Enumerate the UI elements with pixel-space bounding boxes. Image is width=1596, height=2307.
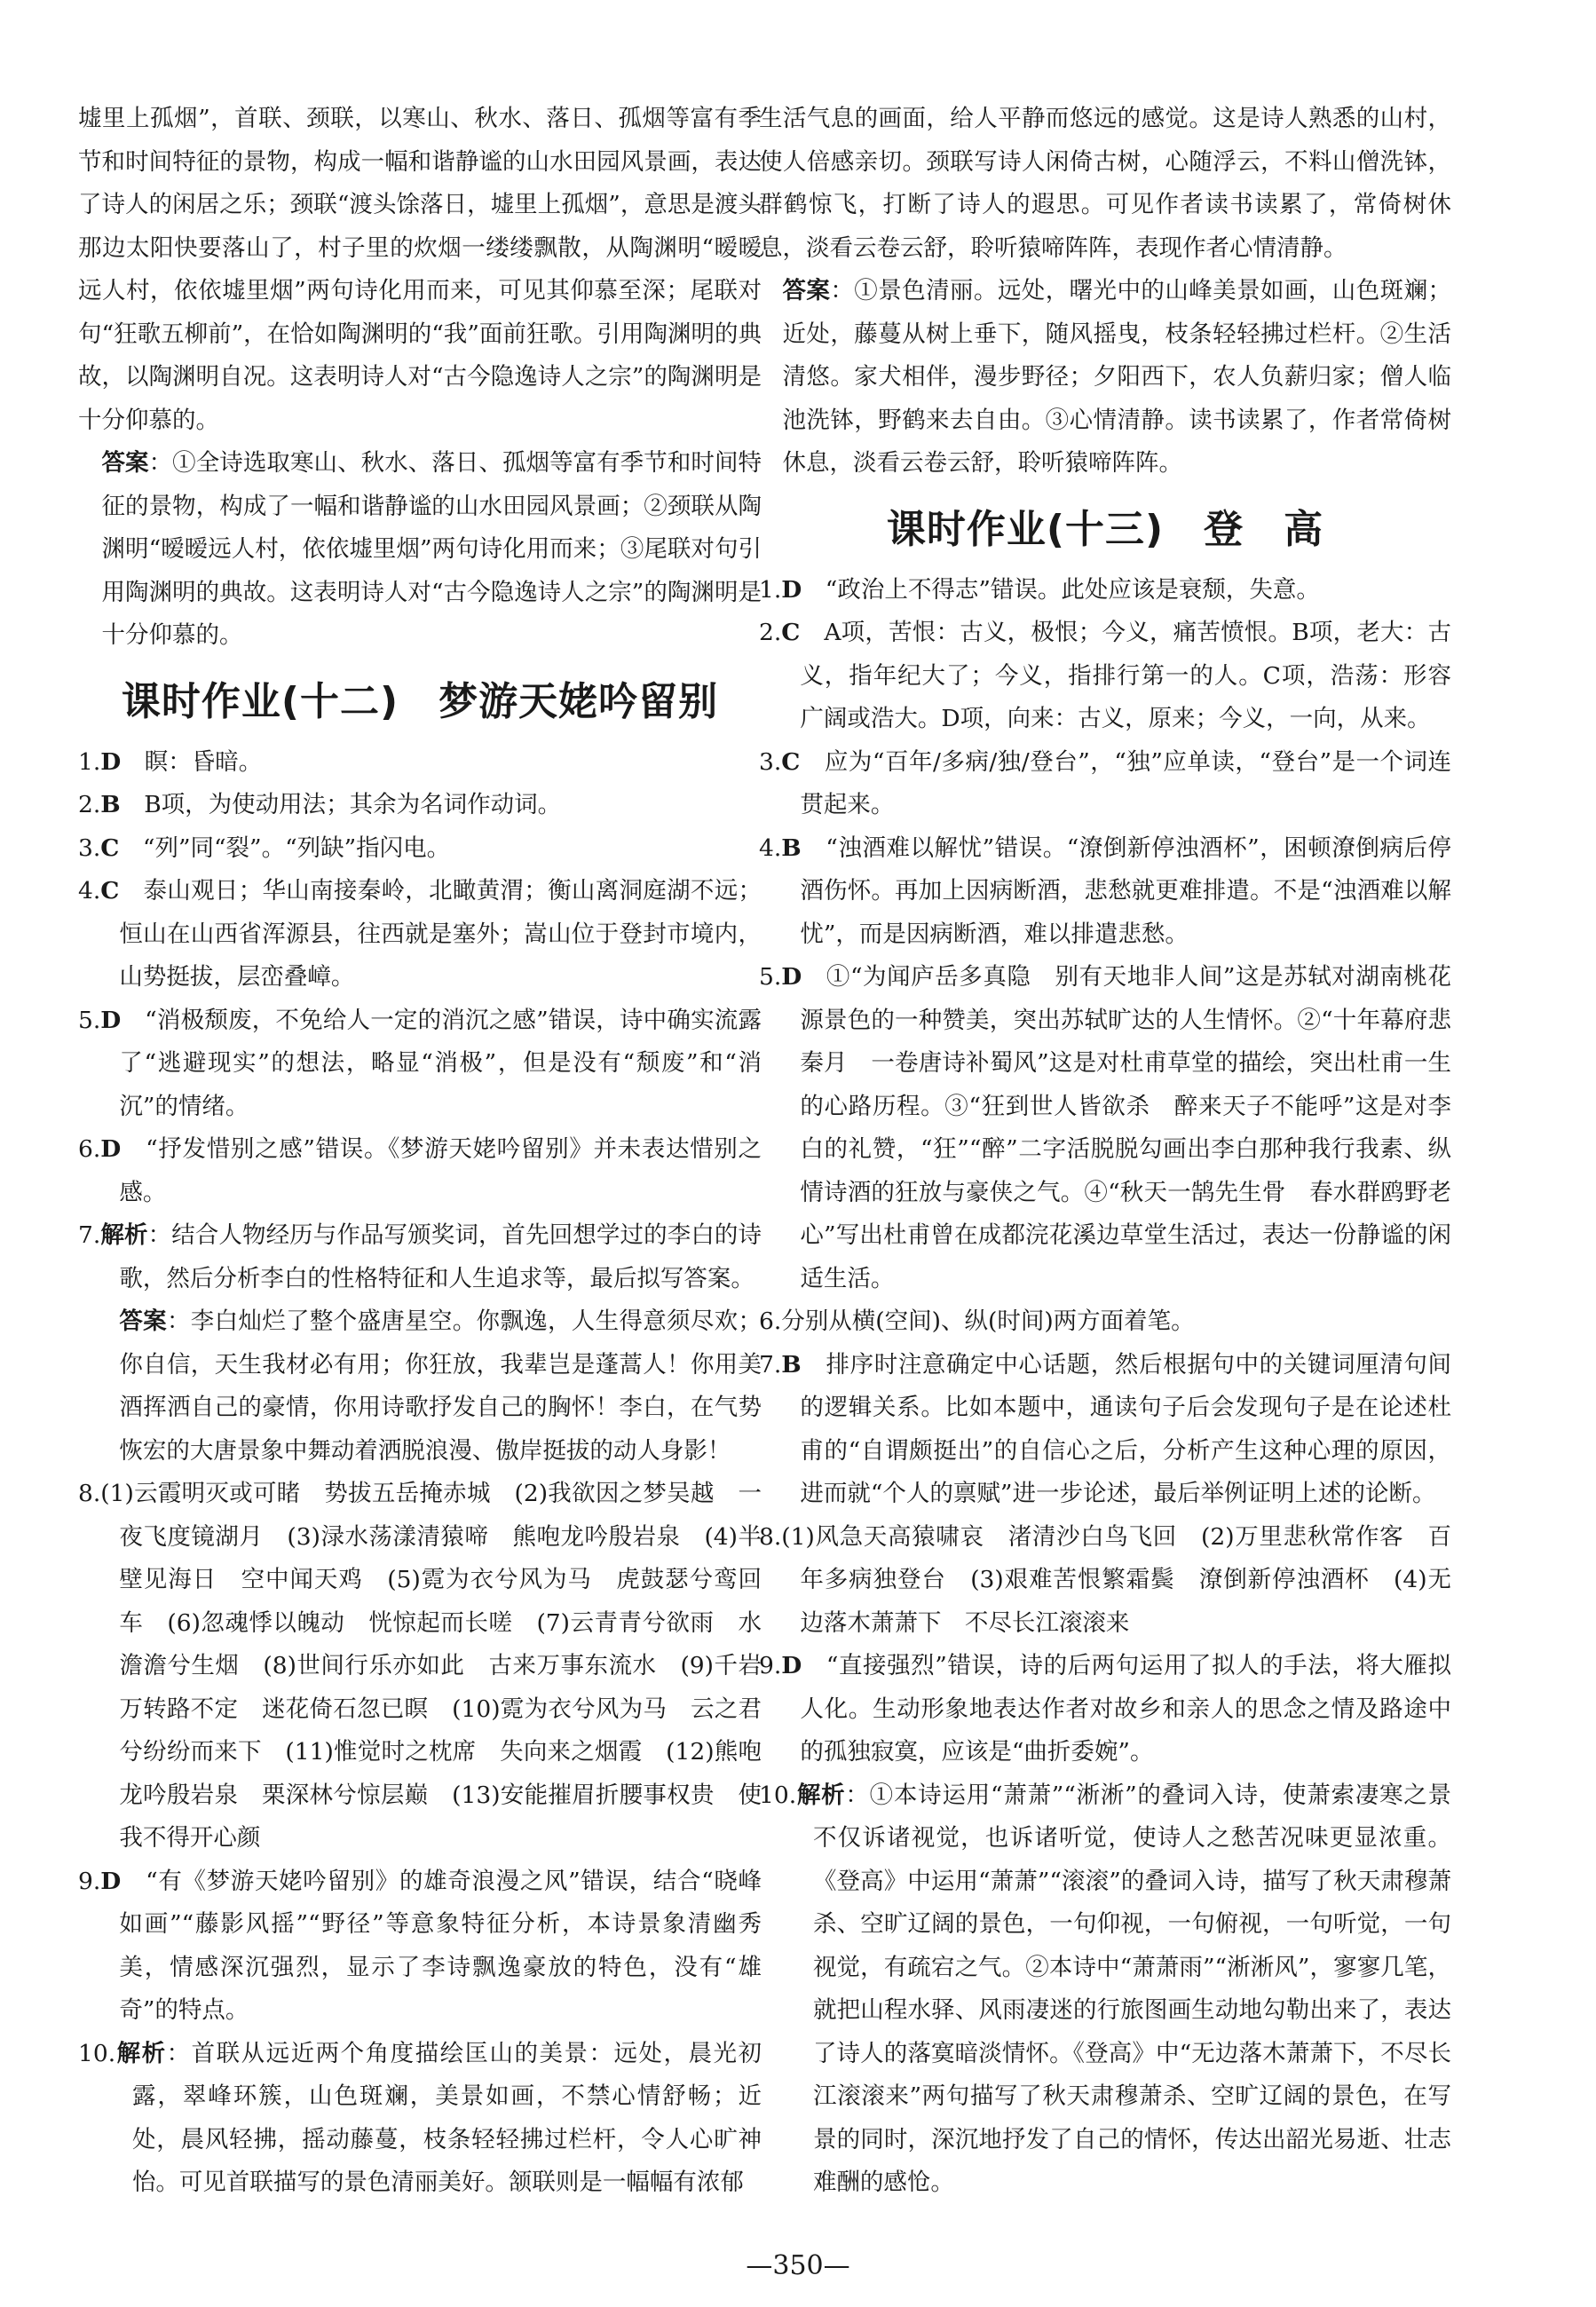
question-item: 4.C 泰山观日；华山南接秦岭，北瞰黄渭；衡山离洞庭湖不远；恒山在山西省浑源县，往西就是塞外；嵩山位于登封市境内，山势挺拔，层峦叠嶂。 bbox=[78, 877, 762, 991]
continued-paragraph: 生活气息的画面，给人平静而悠远的感觉。这是诗人熟悉的山村，使人倍感亲切。颈联写诗人闲倚古树，心随浮云，不料山僧洗钵，群鹤惊飞，打断了诗人的遐思。可见作者读书读累了，常倚树休息，淡看云卷云舒，聆听猿啼阵阵，表现作者心情清静。 bbox=[759, 105, 1451, 262]
question-item: 3.C “列”同“裂”。“列缺”指闪电。 bbox=[78, 834, 451, 862]
question-item: 6.分别从横(空间)、纵(时间)两方面着笔。 bbox=[759, 1308, 1195, 1335]
question-item: 4.B “浊酒难以解忧”错误。“潦倒新停浊酒杯”，困顿潦倒病后停酒伤怀。再加上因病断酒，悲愁就更难排遣。不是“浊酒难以解忧”，而是因病断酒，难以排遣悲愁。 bbox=[759, 834, 1451, 948]
section-title-13: 课时作业(十三) 登 高 bbox=[886, 506, 1324, 552]
intro-answer: 答案：①全诗选取寒山、秋水、落日、孤烟等富有季节和时间特征的景物，构成了一幅和谐静谧的山水田园风景画；②颈联从陶渊明“暧暧远人村，依依墟里烟”两句诗化用而来；③尾联对句引用陶渊明的典故。这表明诗人对“古今隐逸诗人之宗”的陶渊明是十分仰慕的。 bbox=[101, 449, 762, 649]
right-column bbox=[759, 98, 1451, 2205]
question-item: 2.C A项，苦恨：古义，极恨；今义，痛苦愤恨。B项，老大：古义，指年纪大了；今义，指排行第一的人。C项，浩荡：形容广阔或浩大。D项，向来：古义，原来；今义，一向，从来。 bbox=[759, 619, 1451, 732]
question-item: 1.D “政治上不得志”错误。此处应该是衰颓，失意。 bbox=[759, 575, 1320, 604]
question-item: 2.B B项，为使动用法；其余为名词作动词。 bbox=[78, 791, 562, 818]
intro-paragraph: 墟里上孤烟”，首联、颈联，以寒山、秋水、落日、孤烟等富有季节和时间特征的景物，构成一幅和谐静谧的山水田园风景画，表达了诗人的闲居之乐；颈联“渡头馀落日，墟里上孤烟”，意思是渡头那边太阳快要落山了，村子里的炊烟一缕缕飘散，从陶渊明“暧暧远人村，依依墟里烟”两句诗化用而来，可见其仰慕至深；尾联对句“狂歌五柳前”，在恰如陶渊明的“我”面前狂歌。引用陶渊明的典故，以陶渊明自况。这表明诗人对“古今隐逸诗人之宗”的陶渊明是十分仰慕的。 bbox=[78, 105, 762, 434]
question-item-9: 9.D “有《梦游天姥吟留别》的雄奇浪漫之风”错误，结合“晓峰如画”“藤影风摇”“野径”等意象特征分析，本诗景象清幽秀美，情感深沉强烈，显示了李诗飘逸豪放的特色，没有“雄奇”的特点。 bbox=[78, 1867, 762, 2024]
section-title-12: 课时作业(十二) 梦游天姥吟留别 bbox=[121, 678, 719, 724]
question-item: 5.D ①“为闻庐岳多真隐 别有天地非人间”这是苏轼对湖南桃花源景色的一种赞美，突出苏轼旷达的人生情怀。②“十年幕府悲秦月 一卷唐诗补蜀风”这是对杜甫草堂的描绘，突出杜甫一生的心路历程。③“狂到世人皆欲杀 醉来天子不能呼”这是对李白的礼赞，“狂”“醉”二字活脱脱勾画出李白那种我行我素、纵情诗酒的狂放与豪侠之气。④“秋天一鹄先生骨 春水群鸥野老心”写出杜甫曾在成都浣花溪边草堂生活过，表达一份静谧的闲适生活。 bbox=[759, 963, 1451, 1292]
question-item: 1.D 瞑：昏暗。 bbox=[78, 747, 263, 776]
question-item: 5.D “消极颓废，不免给人一定的消沉之感”错误，诗中确实流露了“逃避现实”的想法，略显“消极”，但是没有“颓废”和“消沉”的情绪。 bbox=[78, 1006, 762, 1120]
question-item-10: 10.解析：首联从远近两个角度描绘匡山的美景：远处，晨光初露，翠峰环簇，山色斑斓，美景如画，不禁心情舒畅；近处，晨风轻拂，摇动藤蔓，枝条轻轻拂过栏杆，令人心旷神怡。可见首联描写的景色清丽美好。颔联则是一幅幅有浓郁 bbox=[78, 2039, 762, 2196]
answer-label: 答案 bbox=[782, 277, 831, 304]
answer-label: 答案 bbox=[101, 449, 149, 477]
question-item: 3.C 应为“百年/多病/独/登台”，“独”应单读，“登台”是一个词连贯起来。 bbox=[759, 747, 1451, 818]
question-item-10: 10.解析：①本诗运用“萧萧”“淅淅”的叠词入诗，使萧索凄寒之景不仅诉诸视觉，也诉诸听觉，使诗人之愁苦况味更显浓重。《登高》中运用“萧萧”“滚滚”的叠词入诗，描写了秋天肃穆萧杀、空旷辽阔的景色，一句仰视，一句俯视，一句听觉，一句视觉，有疏宕之气。②本诗中“萧萧雨”“淅淅风”，寥寥几笔，就把山程水驿、风雨凄迷的行旅图画生动地勾勒出来了，表达了诗人的落寞暗淡情怀。《登高》中“无边落木萧萧下，不尽长江滚滚来”两句描写了秋天肃穆萧杀、空旷辽阔的景色，在写景的同时，深沉地抒发了自己的情怀，传达出韶光易逝、壮志难酬的感怆。 bbox=[759, 1781, 1451, 2196]
continued-answer: 答案：①景色清丽。远处，曙光中的山峰美景如画，山色斑斓；近处，藤蔓从树上垂下，随风摇曳，枝条轻轻拂过栏杆。②生活清悠。家犬相伴，漫步野径；夕阳西下，农人负薪归家；僧人临池洗钵，野鹤来去自由。③心情清静。读书读累了，作者常倚树休息，淡看云卷云舒，聆听猿啼阵阵。 bbox=[782, 277, 1452, 477]
question-item-8: 8.(1)风急天高猿啸哀 渚清沙白鸟飞回 (2)万里悲秋常作客 百年多病独登台 (3)艰难苦恨繁霜鬓 潦倒新停浊酒杯 (4)无边落木萧萧下 不尽长江滚滚来 bbox=[759, 1522, 1451, 1637]
question-item-9: 9.D “直接强烈”错误，诗的后两句运用了拟人的手法，将大雁拟人化。生动形象地表达作者对故乡和亲人的思念之情及路途中的孤独寂寞，应该是“曲折委婉”。 bbox=[759, 1652, 1451, 1766]
question-item: 7.B 排序时注意确定中心话题，然后根据句中的关键词厘清句间的逻辑关系。比如本题中，通读句子后会发现句子是在论述杜甫的“自谓颇挺出”的自信心之后，分析产生这种心理的原因，进而就“个人的禀赋”进一步论述，最后举例证明上述的论断。 bbox=[759, 1350, 1451, 1507]
page-number: —350— bbox=[746, 2250, 850, 2281]
question-item: 6.D “抒发惜别之感”错误。《梦游天姥吟留别》并未表达惜别之感。 bbox=[78, 1135, 762, 1206]
question-item-7: 7.解析：结合人物经历与作品写颁奖词，首先回想学过的李白的诗歌，然后分析李白的性格特征和人生追求等，最后拟写答案。 bbox=[78, 1221, 762, 1292]
left-column bbox=[78, 98, 762, 2205]
question-item-8: 8.(1)云霞明灭或可睹 势拔五岳掩赤城 (2)我欲因之梦吴越 一夜飞度镜湖月 (3)渌水荡漾清猿啼 熊咆龙吟殷岩泉 (4)半壁见海日 空中闻天鸡 (5)霓为衣兮风为马 虎鼓瑟兮鸾回车 (6)忽魂悸以魄动 恍惊起而长嗟 (7)云青青兮欲雨 水澹澹兮生烟 (8)世间行乐亦如此 古来万事东流水 (9)千岩万转路不定 迷花倚石忽已暝 (10)霓为衣兮风为马 云之君兮纷纷而来下 (11)惟觉时之枕席 失向来之烟霞 (12)熊咆龙吟殷岩泉 栗深林兮惊层巅 (13)安能摧眉折腰事权贵 使我不得开心颜 bbox=[78, 1480, 762, 1852]
question-7-answer: 答案：李白灿烂了整个盛唐星空。你飘逸，人生得意须尽欢；你自信，天生我材必有用；你狂放，我辈岂是蓬蒿人！你用美酒挥洒自己的豪情，你用诗歌抒发自己的胸怀！李白，在气势恢宏的大唐景象中舞动着洒脱浪漫、傲岸挺拔的动人身影！ bbox=[119, 1308, 762, 1465]
